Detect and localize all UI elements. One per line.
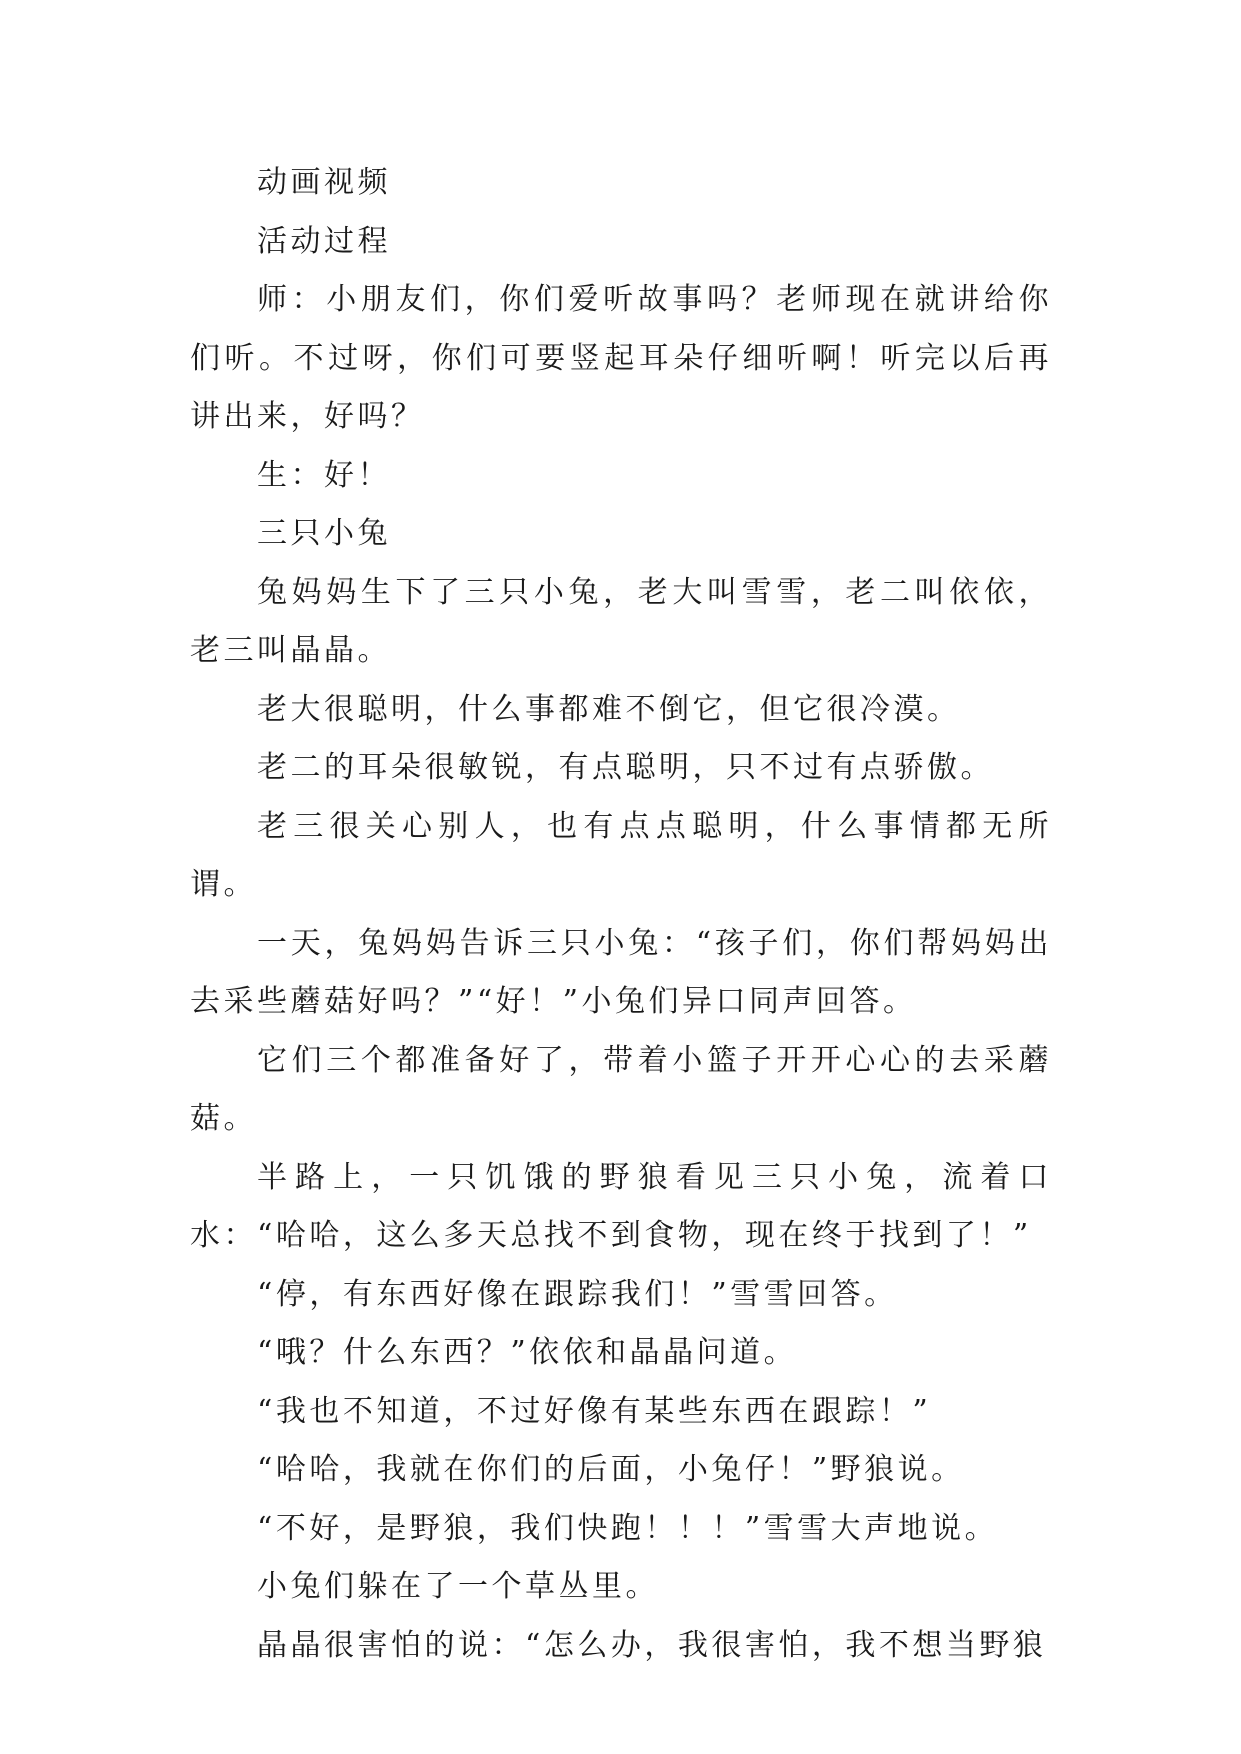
story-paragraph: 老大很聪明，什么事都难不倒它，但它很冷漠。	[257, 691, 961, 727]
story-paragraph: 一天，兔妈妈告诉三只小兔：“孩子们，你们帮妈妈出去采些蘑菇好吗？”“好！”小兔们异口同声回答。	[190, 925, 1052, 1019]
story-paragraph: 老三很关心别人，也有点点聪明，什么事情都无所谓。	[190, 808, 1052, 902]
story-title: 三只小兔	[257, 516, 391, 551]
story-paragraph: “哈哈，我就在你们的后面，小兔仔！”野狼说。	[257, 1452, 965, 1487]
story-paragraph: “不好，是野狼，我们快跑！！！”雪雪大声地说。	[257, 1510, 999, 1546]
story-paragraph: 老二的耳朵很敏锐，有点聪明，只不过有点骄傲。	[257, 750, 994, 785]
story-paragraph: 小兔们躲在了一个草丛里。	[257, 1569, 659, 1604]
story-paragraph: 兔妈妈生下了三只小兔，老大叫雪雪，老二叫依依，老三叫晶晶。	[190, 574, 1052, 668]
story-paragraph: 晶晶很害怕的说：“怎么办，我很害怕，我不想当野狼	[257, 1627, 1047, 1663]
story-paragraph: “哦？什么东西？”依依和晶晶问道。	[257, 1335, 798, 1370]
document-body	[190, 154, 1052, 1675]
story-paragraph: “停，有东西好像在跟踪我们！”雪雪回答。	[257, 1276, 898, 1312]
paragraph-heading-activity-process: 活动过程	[257, 223, 391, 259]
paragraph-student-reply: 生：好！	[257, 457, 391, 493]
story-paragraph: 它们三个都准备好了，带着小篮子开开心心的去采蘑菇。	[190, 1042, 1052, 1136]
story-paragraph: “我也不知道，不过好像有某些东西在跟踪！”	[257, 1393, 932, 1429]
story-paragraph: 半路上，一只饥饿的野狼看见三只小兔，流着口水：“哈哈，这么多天总找不到食物，现在终于找到了！”	[190, 1159, 1052, 1253]
paragraph-heading-animation-video: 动画视频	[257, 165, 391, 200]
paragraph-teacher-intro: 师：小朋友们，你们爱听故事吗？老师现在就讲给你们听。不过呀，你们可要竖起耳朵仔细听啊！听完以后再讲出来，好吗？	[190, 282, 1052, 434]
